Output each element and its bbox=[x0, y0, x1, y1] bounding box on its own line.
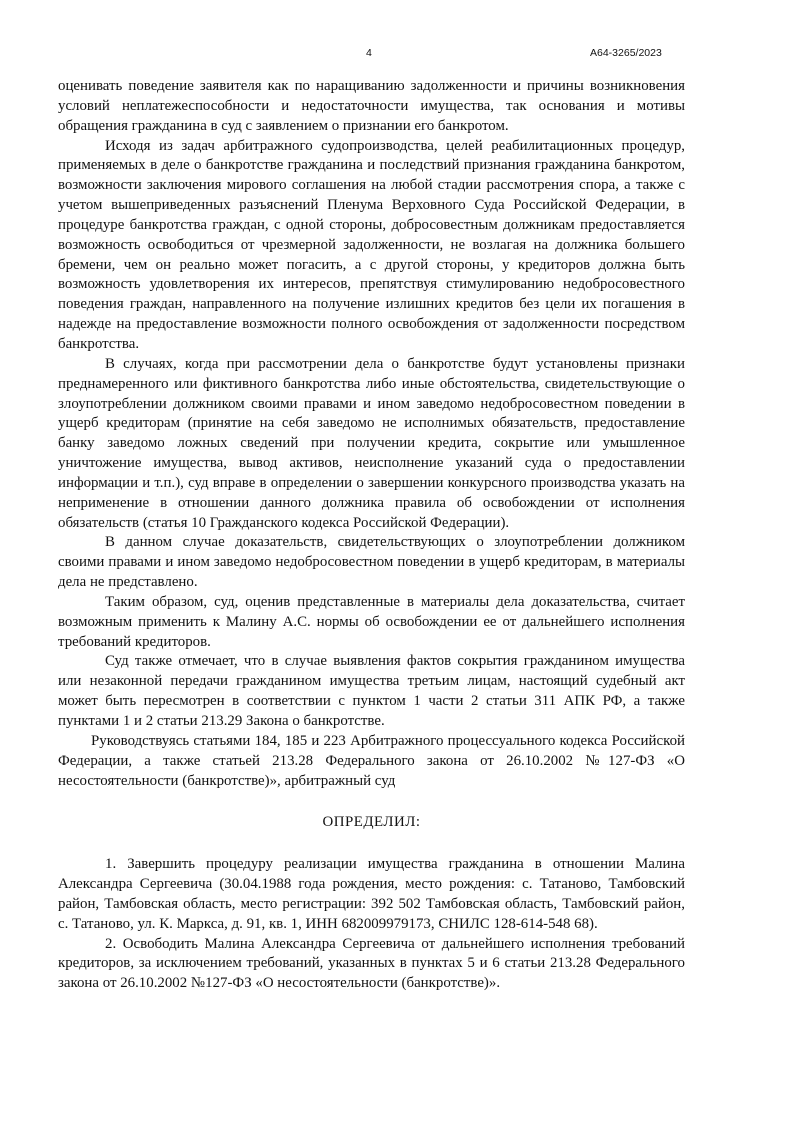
page-header bbox=[0, 47, 800, 63]
page-number: 4 bbox=[366, 47, 372, 59]
paragraph: Исходя из задач арбитражного судопроизводства, целей реабилитационных процедур, применяемых в деле о банкротстве гражданина и последствий признания гражданина банкротом, возможности заключения мирового соглашения на любой стадии рассмотрения спора, а также с учетом вышеприведенных разъяснений Пленума Верховного Суда Российской Федерации, в процедуре банкротства граждан, с одной стороны, добросовестным должникам предоставляется возможность освободиться от чрезмерной задолженности, не возлагая на должника большего бремени, чем он реально может погасить, а с другой стороны, у кредиторов должна быть возможность удовлетворения их интересов, препятствуя стимулированию недобросовестного поведения граждан, направленного на получение излишних кредитов без цели их погашения в надежде на предоставление возможности полного освобождения от задолженности посредством банкротства. bbox=[58, 137, 685, 352]
resolution-heading: ОПРЕДЕЛИЛ: bbox=[322, 814, 421, 831]
resolution-item: 2. Освободить Малина Александра Сергеевича от дальнейшего исполнения требований кредиторов, за исключением требований, указанных в пунктах 5 и 6 статьи 213.28 Федерального закона от 26.10.2002 №127-ФЗ «О несостоятельности (банкротстве)». bbox=[58, 935, 685, 992]
paragraph: В данном случае доказательств, свидетельствующих о злоупотреблении должником своими правами и ином заведомо недобросовестном поведении в ущерб кредиторам, в материалы дела не представлено. bbox=[58, 534, 685, 591]
paragraph: Таким образом, суд, оценив представленные в материалы дела доказательства, считает возможным применить к Малину А.С. нормы об освобождении ее от дальнейшего исполнения требований кредиторов. bbox=[58, 593, 685, 650]
paragraph: В случаях, когда при рассмотрении дела о банкротстве будут установлены признаки преднамеренного или фиктивного банкротства либо иные обстоятельства, свидетельствующие о злоупотреблении должником своими правами и ином заведомо недобросовестном поведении в ущерб кредиторам (принятие на себя заведомо не исполнимых обязательств, предоставление банку заведомо ложных сведений при получении кредита, сокрытие или умышленное уничтожение имущества, вывод активов, неисполнение указаний суда о предоставлении информации и т.п.), суд вправе в определении о завершении конкурсного производства указать на неприменение в отношении данного должника правила об освобождении от исполнения обязательств (статья 10 Гражданского кодекса Российской Федерации). bbox=[58, 355, 685, 531]
paragraph: Руководствуясь статьями 184, 185 и 223 Арбитражного процессуального кодекса Российской Федерации, а также статьей 213.28 Федерального закона от 26.10.2002 №127-ФЗ «О несостоятельности (банкротстве)», арбитражный суд bbox=[58, 732, 685, 789]
case-number: А64-3265/2023 bbox=[590, 47, 662, 59]
paragraph: оценивать поведение заявителя как по наращиванию задолженности и причины возникновения условий неплатежеспособности и недостаточности имущества, так основания и мотивы обращения гражданина в суд с заявлением о признании его банкротом. bbox=[58, 78, 685, 134]
resolution-item: 1. Завершить процедуру реализации имущества гражданина в отношении Малина Александра Сергеевича (30.04.1988 года рождения, место рождения: с. Татаново, Тамбовский район, Тамбовская область, место регистрации: 392 502 Тамбовская область, Тамбовский район, с. Татаново, ул. К. Маркса, д. 91, кв. 1, ИНН 682009979173, СНИЛС 128-614-548 68). bbox=[58, 856, 685, 932]
document-body bbox=[58, 77, 685, 994]
paragraph: Суд также отмечает, что в случае выявления фактов сокрытия гражданином имущества или незаконной передачи гражданином имущества третьим лицам, настоящий судебный акт может быть пересмотрен в соответствии с пунктом 1 части 2 статьи 311 АПК РФ, а также пунктами 1 и 2 статьи 213.29 Закона о банкротстве. bbox=[58, 653, 685, 729]
